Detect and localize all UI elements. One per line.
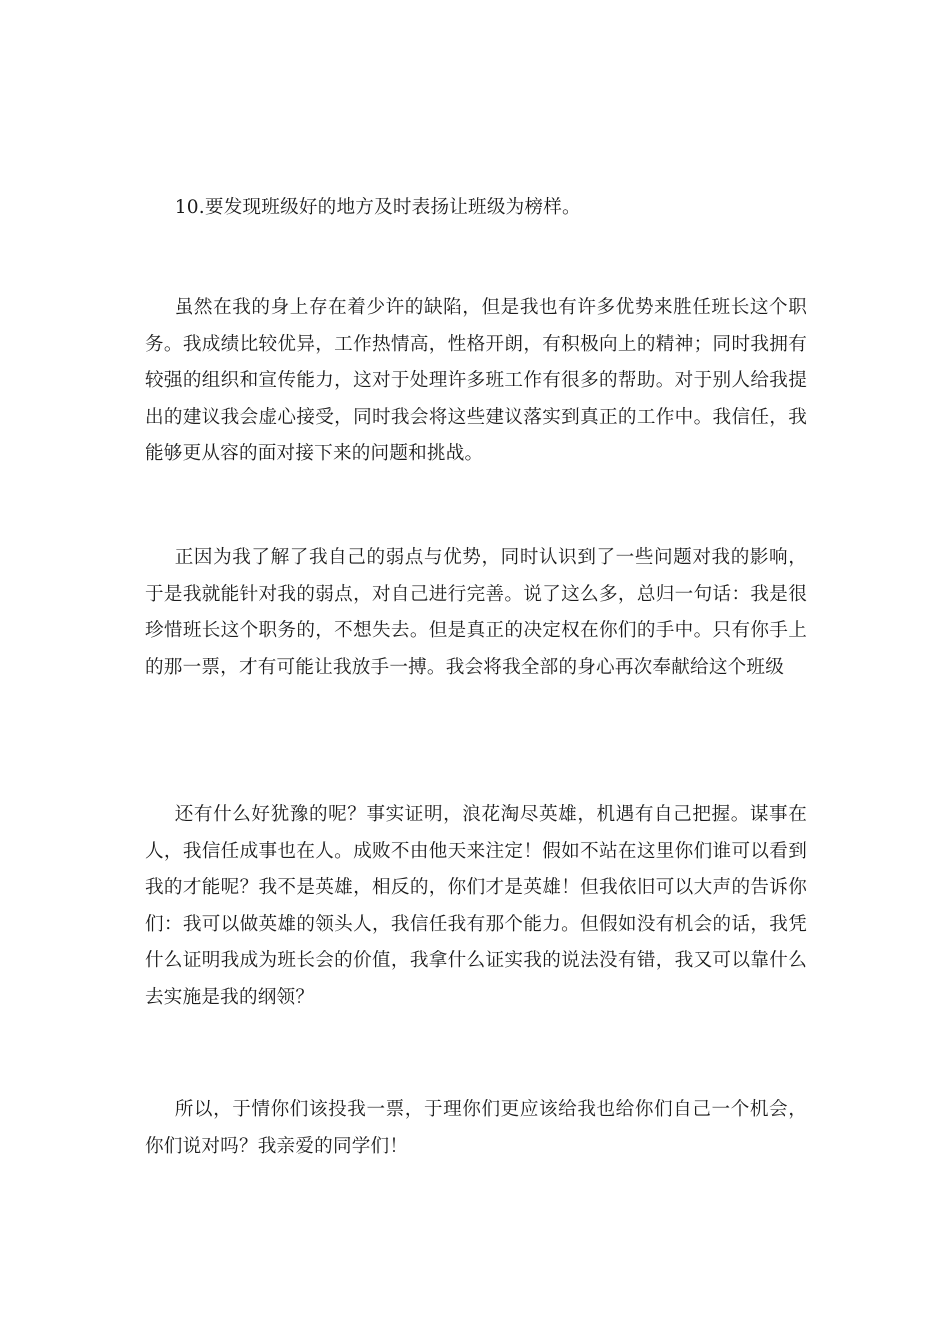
paragraph-appeal: 还有什么好犹豫的呢？事实证明，浪花淘尽英雄，机遇有自己把握。谋事在人，我信任成事也在人。成败不由他天来注定！假如不站在这里你们谁可以看到我的才能呢？我不是英雄，相反的，你们才是英雄！但我依旧可以大声的告诉你们：我可以做英雄的领头人，我信任我有那个能力。但假如没有机会的话，我凭什么证明我成为班长会的价值，我拿什么证实我的说法没有错，我又可以靠什么去实施是我的纲领？ (145, 804, 807, 1008)
paragraph-closing: 所以，于情你们该投我一票，于理你们更应该给我也给你们自己一个机会，你们说对吗？我亲爱的同学们！ (145, 1099, 807, 1157)
paragraph-self-improvement: 正因为我了解了我自己的弱点与优势，同时认识到了一些问题对我的影响，于是我就能针对我的弱点，对自己进行完善。说了这么多，总归一句话：我是很珍惜班长这个职务的，不想失去。但是真正的决定权在你们的手中。只有你手上的那一票，才有可能让我放手一搏。我会将我全部的身心再次奉献给这个班级 (145, 547, 807, 678)
paragraph-strengths: 虽然在我的身上存在着少许的缺陷，但是我也有许多优势来胜任班长这个职务。我成绩比较优异，工作热情高，性格开朗，有积极向上的精神；同时我拥有较强的组织和宣传能力，这对于处理许多班工作有很多的帮助。对于别人给我提出的建议我会虚心接受，同时我会将这些建议落实到真正的工作中。我信任，我能够更从容的面对接下来的问题和挑战。 (145, 297, 807, 465)
paragraph-item-10: 10.要发现班级好的地方及时表扬让班级为榜样。 (174, 197, 581, 218)
